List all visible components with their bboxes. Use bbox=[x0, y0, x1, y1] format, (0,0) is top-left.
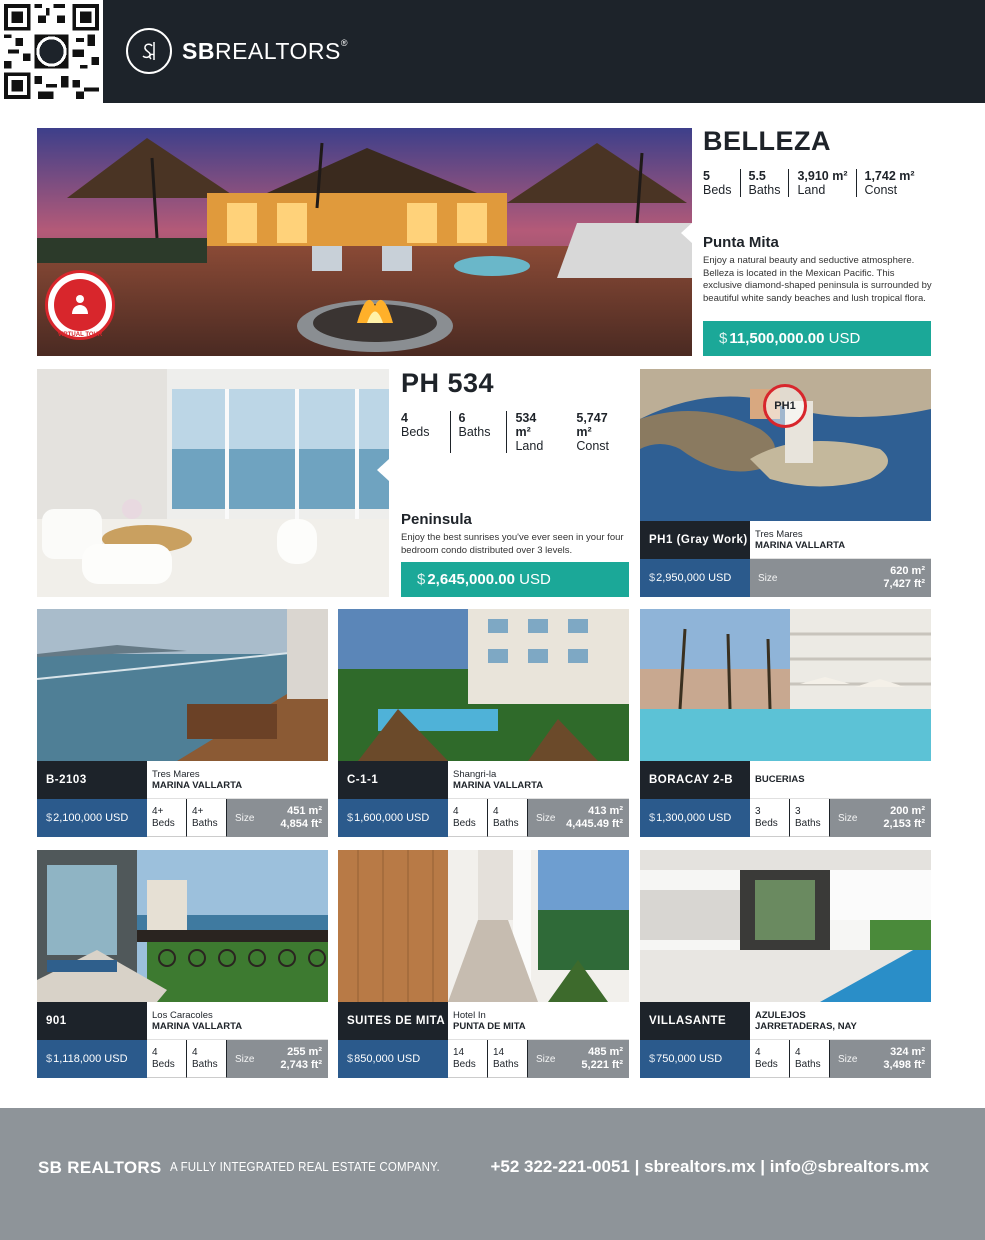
listing-beds: 4 Beds bbox=[147, 1040, 187, 1078]
listing-place: Hotel In PUNTA DE MITA bbox=[448, 1002, 629, 1040]
header-bar bbox=[0, 0, 985, 103]
ph534-stats bbox=[401, 411, 631, 453]
belleza-location: Punta Mita bbox=[703, 234, 779, 251]
listing-size: Size 620 m² 7,427 ft² bbox=[750, 559, 931, 597]
belleza-stats bbox=[703, 169, 933, 197]
listing-place: BUCERIAS bbox=[750, 761, 931, 799]
belleza-pointer bbox=[681, 222, 693, 244]
virtual-tour-label: VIRTUAL TOUR bbox=[57, 332, 103, 338]
stat-const: 5,747 m² Const bbox=[576, 411, 610, 453]
stat-beds: 5 Beds bbox=[703, 169, 732, 197]
ph534-pointer bbox=[377, 459, 389, 481]
ph534-info bbox=[401, 368, 631, 453]
trademark-symbol: ® bbox=[340, 37, 348, 48]
stat-const: 1,742 m² Const bbox=[856, 169, 923, 197]
listing-photo bbox=[640, 609, 931, 761]
brand-name-light: REALTORS bbox=[214, 37, 341, 64]
ph534-title: PH 534 bbox=[401, 368, 495, 398]
listing-photo bbox=[37, 850, 328, 1002]
listing-card-suites-de-mita[interactable] bbox=[338, 850, 629, 1071]
listing-place: Tres Mares MARINA VALLARTA bbox=[750, 521, 931, 559]
listing-price: $ 750,000 USD bbox=[640, 1040, 750, 1078]
listing-card-b2103[interactable] bbox=[37, 609, 328, 830]
listing-price: $ 1,600,000 USD bbox=[338, 799, 448, 837]
listing-code: VILLASANTE bbox=[640, 1002, 750, 1040]
listing-beds: 14 Beds bbox=[448, 1040, 488, 1078]
listing-code: PH1 (Gray Work) bbox=[640, 521, 750, 559]
listing-size: Size 413 m² 4,445.49 ft² bbox=[528, 799, 629, 837]
belleza-price[interactable]: $ 11,500,000.00 USD bbox=[703, 321, 931, 356]
listing-size: Size 200 m² 2,153 ft² bbox=[830, 799, 931, 837]
footer-brand: SB REALTORS bbox=[38, 1158, 162, 1177]
listing-card-villasante[interactable] bbox=[640, 850, 931, 1071]
listing-beds: 3 Beds bbox=[750, 799, 790, 837]
listing-photo bbox=[338, 609, 629, 761]
listing-baths: 14 Baths bbox=[488, 1040, 528, 1078]
listing-card-901[interactable] bbox=[37, 850, 328, 1071]
listing-place: Shangri-la MARINA VALLARTA bbox=[448, 761, 629, 799]
virtual-tour-badge[interactable] bbox=[45, 270, 115, 340]
listing-photo bbox=[338, 850, 629, 1002]
ph534-description-block bbox=[401, 511, 627, 557]
brand-logo[interactable] bbox=[126, 27, 348, 75]
belleza-description: Enjoy a natural beauty and seductive atmosphere. Belleza is located in the Mexican Pacific. This exclusive diamond-shaped peninsula is surrounded by beautiful white sandy beaches and lush tropical flora. bbox=[703, 255, 932, 304]
logo-mark-icon bbox=[126, 28, 172, 74]
listing-baths: 4+ Baths bbox=[187, 799, 227, 837]
listing-place: Tres Mares MARINA VALLARTA bbox=[147, 761, 328, 799]
belleza-title: BELLEZA bbox=[703, 126, 831, 156]
listing-photo bbox=[640, 850, 931, 1002]
stat-land: 3,910 m² Land bbox=[788, 169, 855, 197]
qr-code[interactable] bbox=[0, 0, 103, 103]
listing-beds: 4+ Beds bbox=[147, 799, 187, 837]
brand-name-bold: SB bbox=[182, 37, 215, 64]
listing-beds: 4 Beds bbox=[448, 799, 488, 837]
person-icon bbox=[54, 279, 106, 331]
listing-price: $ 1,118,000 USD bbox=[37, 1040, 147, 1078]
ph534-price[interactable]: $ 2,645,000.00 USD bbox=[401, 562, 629, 597]
stat-beds: 4 Beds bbox=[401, 411, 430, 439]
listing-price: $ 1,300,000 USD bbox=[640, 799, 750, 837]
listing-size: Size 451 m² 4,854 ft² bbox=[227, 799, 328, 837]
listing-price: $ 2,100,000 USD bbox=[37, 799, 147, 837]
listing-baths: 3 Baths bbox=[790, 799, 830, 837]
belleza-info bbox=[703, 126, 933, 197]
listing-size: Size 324 m² 3,498 ft² bbox=[830, 1040, 931, 1078]
listing-card-boracay[interactable] bbox=[640, 609, 931, 830]
listing-code: C-1-1 bbox=[338, 761, 448, 799]
listing-baths: 4 Baths bbox=[187, 1040, 227, 1078]
listing-baths: 4 Baths bbox=[488, 799, 528, 837]
footer-tagline: A FULLY INTEGRATED REAL ESTATE COMPANY. bbox=[170, 1160, 440, 1174]
listing-code: BORACAY 2-B bbox=[640, 761, 750, 799]
listing-price: $ 850,000 USD bbox=[338, 1040, 448, 1078]
listing-card-c11[interactable] bbox=[338, 609, 629, 830]
ph534-photo[interactable] bbox=[37, 369, 389, 597]
listing-code: SUITES DE MITA bbox=[338, 1002, 448, 1040]
listing-size: Size 255 m² 2,743 ft² bbox=[227, 1040, 328, 1078]
footer-contact[interactable]: +52 322-221-0051 | sbrealtors.mx | info@sbrealtors.mx bbox=[490, 1157, 929, 1176]
listing-baths: 4 Baths bbox=[790, 1040, 830, 1078]
stat-baths: 5.5 Baths bbox=[740, 169, 789, 197]
footer-bar bbox=[0, 1108, 985, 1240]
belleza-description-block bbox=[703, 234, 933, 305]
listing-code: B-2103 bbox=[37, 761, 147, 799]
listing-place: Los Caracoles MARINA VALLARTA bbox=[147, 1002, 328, 1040]
belleza-photo[interactable] bbox=[37, 128, 692, 356]
stat-land: 534 m² Land bbox=[506, 411, 568, 453]
ph1-map-marker[interactable]: PH1 bbox=[763, 384, 807, 428]
ph534-description: Enjoy the best sunrises you've ever seen in your four bedroom condo distributed over 3 levels. bbox=[401, 532, 624, 556]
listing-price: $ 2,950,000 USD bbox=[640, 559, 750, 597]
listing-place: AZULEJOS JARRETADERAS, NAY bbox=[750, 1002, 931, 1040]
ph534-location: Peninsula bbox=[401, 511, 472, 528]
listing-code: 901 bbox=[37, 1002, 147, 1040]
listing-size: Size 485 m² 5,221 ft² bbox=[528, 1040, 629, 1078]
listing-beds: 4 Beds bbox=[750, 1040, 790, 1078]
stat-baths: 6 Baths bbox=[450, 411, 507, 453]
listing-photo bbox=[37, 609, 328, 761]
